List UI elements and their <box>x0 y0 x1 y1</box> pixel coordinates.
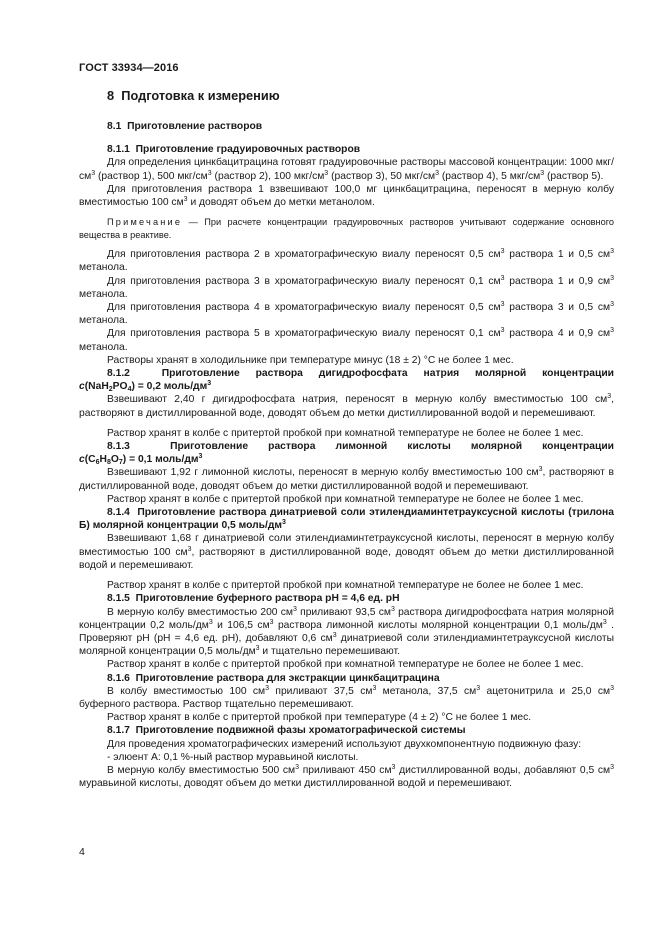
clause-8-1-2-heading: 8.1.2 Приготовление раствора дигидрофосфата натрия молярной концентрации <box>107 368 614 380</box>
clause-8-1-2-para-2: Раствор хранят в колбе с притертой пробкой при комнатной температуре не более не более 1 мес. <box>107 427 584 439</box>
section-heading: 8 Подготовка к измерению <box>107 88 280 103</box>
clause-8-1-1-para-4: Для приготовления раствора 3 в хроматографическую виалу переносят 0,1 $см^3$ раствора 1 и 0,9 $см^3$ метанола. <box>79 274 614 300</box>
page-number: 4 <box>79 846 85 858</box>
clause-8-1-5-para-1: В мерную колбу вместимостью 200 $см^3$ приливают 93,5 $см^3$ раствора дигидрофосфата натрия молярной концентрации 0,2 моль/$дм^3$ и 106,5 $см^3$ раствора лимонной кислоты молярной концентрации 0,1 моль/$дм^3$ . Проверяют pH (pH = 4,6 ед. pH), добавляют 0,6 $см^3$ динатриевой соли этилендиаминтетрауксусной кислоты молярной концентрации 0,5 моль/$дм^3$ и тщательно перемешивают. <box>79 605 615 658</box>
clause-8-1-1-para-2: Для приготовления раствора 1 взвешивают 100,0 мг цинкбацитрацина, переносят в мерную колбу вместимостью 100 $см^3$ и доводят объем до метки метанолом. <box>79 183 614 209</box>
clause-8-1-1-para-3: Для приготовления раствора 2 в хроматографическую виалу переносят 0,5 $см^3$ раствора 1 и 0,5 $см^3$ метанола. <box>79 248 614 274</box>
note-label: Примечание <box>107 217 183 228</box>
clause-8-1-4-heading: 8.1.4 Приготовление раствора динатриевой соли этилендиаминтетрауксусной кислоты (трилона Б) молярной концентрации 0,5 моль/$дм^3$ <box>79 507 614 532</box>
clause-8-1-3-heading: 8.1.3 Приготовление раствора лимонной кислоты молярной концентрации <box>107 441 614 453</box>
clause-8-1-6-para-2: Раствор хранят в колбе с притертой пробкой при температуре (4 ± 2) °С не более 1 мес. <box>107 712 532 724</box>
clause-8-1-3-para-2: Раствор хранят в колбе с притертой пробкой при комнатной температуре не более не более 1 мес. <box>107 493 584 505</box>
clause-8-1-4-para-1: Взвешивают 1,68 г динатриевой соли этилендиаминтетрауксусной кислоты, переносят в мерную колбу вместимостью 100 $см^3$, растворяют в дистиллированной воде, доводят объем до метки дистиллированной водой и перемешивают. <box>79 533 614 571</box>
clause-8-1-6-heading: 8.1.6 Приготовление раствора для экстракции цинкбацитрацина <box>107 672 440 684</box>
clause-8-1-3-para-1: Взвешивают 1,92 г лимонной кислоты, переносят в мерную колбу вместимостью 100 $см^3$, растворяют в дистиллированной воде, доводят объем до метки дистиллированной водой и перемешивают. <box>79 466 614 492</box>
clause-8-1-2-para-1: Взвешивают 2,40 г дигидрофосфата натрия, переносят в мерную колбу вместимостью 100 $см^3$, растворяют в дистиллированной воде, доводят объем до метки дистиллированной водой и перемешивают. <box>79 393 614 419</box>
clause-8-1-1-para-7: Растворы хранят в холодильнике при температуре минус (18 ± 2) °С не более 1 мес. <box>107 354 514 366</box>
clause-8-1-5-para-2: Раствор хранят в колбе с притертой пробкой при комнатной температуре не более не более 1 мес. <box>107 659 584 671</box>
page-content <box>79 88 614 790</box>
note-text: — При расчете концентрации градуировочных растворов учитывают содержание основного вещества в реактиве. <box>79 217 614 240</box>
clause-8-1-2-formula: $c(NaH_2PO_4) = 0,2$ моль/$дм^3$ <box>79 380 212 394</box>
clause-8-1-7-para-1: Для проведения хроматографических измерений используют двухкомпонентную подвижную фазу: <box>107 738 582 750</box>
clause-8-1-6-para-1: В колбу вместимостью 100 $см^3$ приливают 37,5 $см^3$ метанола, 37,5 $см^3$ ацетонитрила и 25,0 $см^3$ буферного раствора. Раствор тщательно перемешивают. <box>79 684 614 710</box>
subsection-8-1-heading: 8.1 Приготовление растворов <box>107 121 263 132</box>
clause-8-1-1-heading: 8.1.1 Приготовление градуировочных растворов <box>107 144 361 156</box>
document-header: ГОСТ 33934—2016 <box>79 62 179 74</box>
note <box>79 216 614 241</box>
clause-8-1-7-para-3: В мерную колбу вместимостью 500 $см^3$ приливают 450 $см^3$ дистиллированной воды, добавляют 0,5 $см^3$ муравьиной кислоты, доводят объем до метки дистиллированной водой и перемешивают. <box>79 763 614 790</box>
clause-8-1-7-heading: 8.1.7 Приготовление подвижной фазы хроматографической системы <box>107 725 466 737</box>
clause-8-1-3-formula: $c(C_6H_8O_7) = 0,1$ моль/$дм^3$ <box>79 453 203 467</box>
clause-8-1-1-para-6: Для приготовления раствора 5 в хроматографическую виалу переносят 0,1 $см^3$ раствора 4 и 0,9 $см^3$ метанола. <box>79 327 614 353</box>
clause-8-1-1-para-1: Для определения цинкбацитрацина готовят градуировочные растворы массовой концентрации: 1000 мкг/$см^3$ (раствор 1), 500 мкг/$см^3$ (раствор 2), 100 мкг/$см^3$ (раствор 3), 50 мкг/$см^3$ (раствор 4), 5 мкг/$см^3$ (раствор 5). <box>79 157 614 182</box>
clause-8-1-5-heading: 8.1.5 Приготовление буферного раствора pH = 4,6 ед. pH <box>107 593 400 605</box>
clause-8-1-4-para-2: Раствор хранят в колбе с притертой пробкой при комнатной температуре не более не более 1 мес. <box>107 580 584 592</box>
clause-8-1-1-para-5: Для приготовления раствора 4 в хроматографическую виалу переносят 0,5 $см^3$ раствора 3 и 0,5 $см^3$ метанола. <box>79 301 614 327</box>
clause-8-1-7-para-2: - элюент А: 0,1 %-ный раствор муравьиной кислоты. <box>107 751 359 763</box>
